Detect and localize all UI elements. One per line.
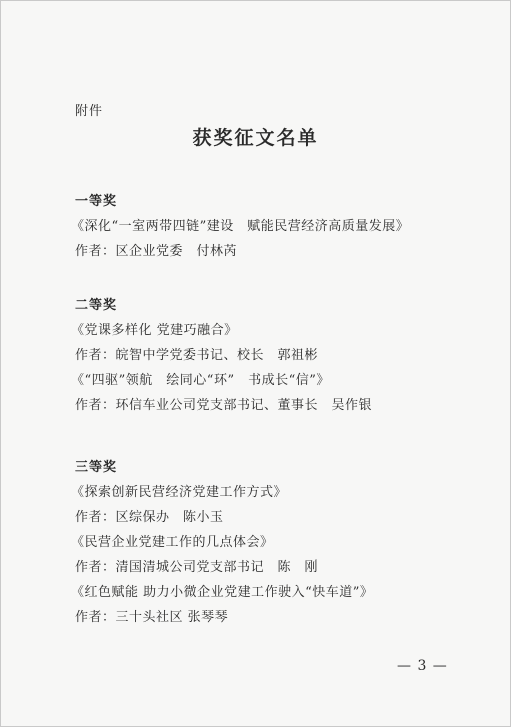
essay-author: 作者：清国清城公司党支部书记 陈 刚	[75, 560, 319, 575]
section-heading: 一等奖	[75, 194, 118, 209]
essay-author: 作者：皖智中学党委书记、校长 郭祖彬	[75, 348, 319, 363]
essay-title: 《民营企业党建工作的几点体会》	[71, 535, 274, 550]
first-prize-section	[71, 190, 495, 264]
essay-author: 作者：环信车业公司党支部书记、董事长 吴作银	[75, 398, 373, 413]
essay-title: 《党课多样化 党建巧融合》	[71, 323, 238, 338]
document-title: 获奖征文名单	[192, 127, 319, 149]
essay-author: 作者：区综保办 陈小玉	[75, 510, 224, 525]
essay-title: 《“四驱”领航 绘同心“环” 书成长“信”》	[71, 373, 330, 388]
page-number: — 3 —	[397, 658, 448, 674]
third-prize-section	[71, 456, 495, 630]
essay-author: 作者：区企业党委 付林芮	[75, 244, 238, 259]
second-prize-section	[71, 294, 495, 418]
section-heading: 二等奖	[75, 298, 118, 313]
essay-title: 《红色赋能 助力小微企业党建工作驶入“快车道”》	[71, 585, 374, 600]
essay-title: 《深化“一室两带四链”建设 赋能民营经济高质量发展》	[71, 219, 410, 234]
essay-author: 作者：三十头社区 张琴琴	[75, 610, 229, 625]
essay-title: 《探索创新民营经济党建工作方式》	[71, 485, 288, 500]
attachment-label: 附件	[75, 104, 104, 119]
section-heading: 三等奖	[75, 460, 118, 475]
